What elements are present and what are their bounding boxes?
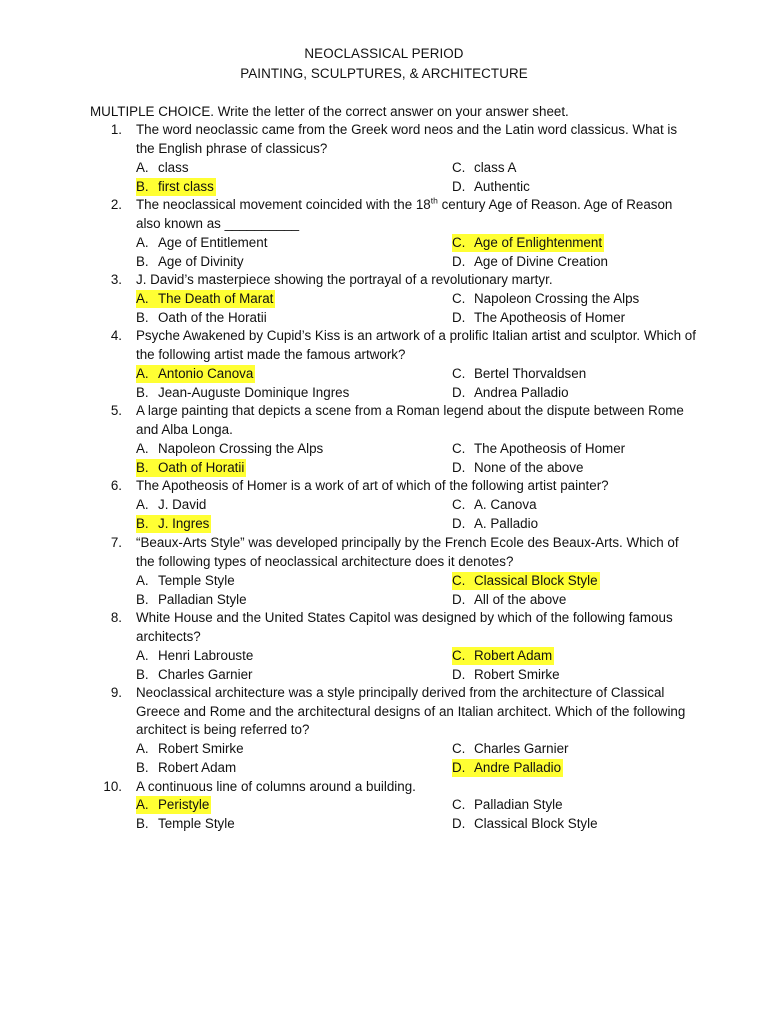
option-letter: C. <box>452 741 466 756</box>
option-letter: C. <box>452 573 466 588</box>
option-text: first class <box>158 178 214 194</box>
answer-option-b <box>136 591 247 609</box>
question-number: 9. <box>110 685 122 700</box>
question-number: 7. <box>110 535 122 550</box>
option-text: Andrea Palladio <box>474 384 569 400</box>
option-letter: B. <box>136 515 149 531</box>
option-text: Charles Garnier <box>474 741 569 756</box>
option-text: class A <box>474 160 517 175</box>
option-letter: D. <box>452 759 466 775</box>
option-text: Andre Palladio <box>474 759 562 775</box>
option-letter: C. <box>452 648 466 663</box>
option-letter: A. <box>136 648 149 663</box>
option-letter: C. <box>452 497 466 512</box>
option-text: Robert Smirke <box>158 741 244 756</box>
answer-option-b <box>136 384 349 402</box>
question-text: “Beaux-Arts Style” was developed principally by the French Ecole des Beaux-Arts. Which of the following types of neoclassical architecture does it denotes? <box>136 535 679 569</box>
question-text: A large painting that depicts a scene from a Roman legend about the dispute between Rome and Alba Longa. <box>136 403 684 437</box>
answer-option-a <box>136 365 255 383</box>
answer-option-b <box>136 759 236 777</box>
option-letter: D. <box>452 309 466 325</box>
option-text: A. Canova <box>474 497 537 512</box>
option-text: Charles Garnier <box>158 666 253 682</box>
option-letter: B. <box>136 815 149 831</box>
superscript: th <box>430 195 438 206</box>
answer-option-b <box>136 815 235 833</box>
option-text: Jean-Auguste Dominique Ingres <box>158 384 350 400</box>
answer-option-b <box>136 515 211 533</box>
question-text: Neoclassical architecture was a style principally derived from the architecture of Classical Greece and Rome and the architectural designs of an Italian architect. Which of the following architect is being referred to? <box>136 685 686 738</box>
answer-option-a <box>136 159 189 177</box>
option-letter: A. <box>136 291 149 306</box>
answer-option-d <box>452 384 569 402</box>
question-number: 5. <box>110 403 122 418</box>
answer-option-d <box>452 178 530 196</box>
question-number: 6. <box>110 478 122 493</box>
option-text: Robert Adam <box>474 648 553 663</box>
option-letter: B. <box>136 459 149 475</box>
answer-option-c <box>452 796 563 814</box>
question-number: 10. <box>103 779 122 794</box>
answer-option-a <box>136 440 323 458</box>
option-text: The Apotheosis of Homer <box>474 441 626 456</box>
option-text: Age of Divinity <box>158 253 244 269</box>
option-letter: D. <box>452 253 466 269</box>
question-text <box>136 196 696 233</box>
answer-option-c <box>452 440 625 458</box>
page-subtitle: PAINTING, SCULPTURES, & ARCHITECTURE <box>240 66 528 81</box>
answer-option-d <box>452 815 598 833</box>
option-letter: A. <box>136 741 149 756</box>
option-text: Bertel Thorvaldsen <box>474 366 587 381</box>
answer-option-b <box>136 459 246 477</box>
option-text: Robert Smirke <box>474 666 560 682</box>
answer-option-c <box>452 496 537 514</box>
option-letter: D. <box>452 459 466 475</box>
option-letter: B. <box>136 253 149 269</box>
answer-option-b <box>136 178 216 196</box>
option-letter: D. <box>452 815 466 831</box>
answer-option-a <box>136 572 235 590</box>
answer-option-b <box>136 253 244 271</box>
option-text: Napoleon Crossing the Alps <box>474 291 640 306</box>
option-letter: C. <box>452 797 466 812</box>
answer-option-d <box>452 515 538 533</box>
option-letter: A. <box>136 497 149 512</box>
option-text: Oath of the Horatii <box>158 309 267 325</box>
answer-option-c <box>452 647 554 665</box>
option-text: J. David <box>158 497 207 512</box>
option-text: All of the above <box>474 591 567 607</box>
answer-option-b <box>136 309 267 327</box>
question-text: The Apotheosis of Homer is a work of art of which of the following artist painter? <box>136 478 609 493</box>
question-text-part: The neoclassical movement coincided with the 18 <box>136 197 431 212</box>
option-text: Temple Style <box>158 573 235 588</box>
option-letter: B. <box>136 666 149 682</box>
option-letter: A. <box>136 573 149 588</box>
page-title: NEOCLASSICAL PERIOD <box>304 46 464 61</box>
option-text: Age of Entitlement <box>158 235 268 250</box>
option-letter: A. <box>136 797 149 812</box>
option-letter: C. <box>452 235 466 250</box>
option-text: A. Palladio <box>474 515 539 531</box>
question-number: 1. <box>110 122 122 137</box>
question-text: The word neoclassic came from the Greek word neos and the Latin word classicus. What is the English phrase of classicus? <box>136 122 678 156</box>
answer-option-c <box>452 290 639 308</box>
answer-option-d <box>452 759 563 777</box>
option-text: Age of Enlightenment <box>474 235 603 250</box>
option-letter: C. <box>452 441 466 456</box>
answer-option-a <box>136 290 275 308</box>
question-number: 4. <box>110 328 122 343</box>
answer-option-c <box>452 234 604 252</box>
option-text: Palladian Style <box>158 591 247 607</box>
option-letter: A. <box>136 160 149 175</box>
answer-option-a <box>136 647 253 665</box>
answer-option-d <box>452 459 583 477</box>
option-letter: B. <box>136 759 149 775</box>
answer-option-d <box>452 666 560 684</box>
option-letter: D. <box>452 515 466 531</box>
option-letter: A. <box>136 235 149 250</box>
answer-option-c <box>452 572 600 590</box>
question-text: Psyche Awakened by Cupid’s Kiss is an artwork of a prolific Italian artist and sculptor. Which of the following artist made the famous artwork? <box>136 328 696 362</box>
question-text: White House and the United States Capitol was designed by which of the following famous architects? <box>136 610 673 644</box>
option-text: Napoleon Crossing the Alps <box>158 441 324 456</box>
option-letter: A. <box>136 366 149 381</box>
option-text: Temple Style <box>158 815 235 831</box>
option-text: The Apotheosis of Homer <box>474 309 626 325</box>
option-text: Classical Block Style <box>474 815 598 831</box>
question-number: 8. <box>110 610 122 625</box>
answer-option-d <box>452 591 566 609</box>
instructions: MULTIPLE CHOICE. Write the letter of the correct answer on your answer sheet. <box>90 104 569 119</box>
option-letter: C. <box>452 366 466 381</box>
answer-option-c <box>452 365 586 383</box>
option-text: J. Ingres <box>158 515 210 531</box>
option-letter: B. <box>136 309 149 325</box>
option-text: None of the above <box>474 459 584 475</box>
option-text: Age of Divine Creation <box>474 253 608 269</box>
option-letter: B. <box>136 178 149 194</box>
option-text: Authentic <box>474 178 530 194</box>
answer-option-a <box>136 740 244 758</box>
answer-option-c <box>452 159 516 177</box>
option-letter: B. <box>136 591 149 607</box>
option-letter: D. <box>452 384 466 400</box>
option-text: Oath of Horatii <box>158 459 245 475</box>
option-letter: D. <box>452 666 466 682</box>
option-text: The Death of Marat <box>158 291 274 306</box>
option-text: Classical Block Style <box>474 573 598 588</box>
option-letter: C. <box>452 291 466 306</box>
question-number: 3. <box>110 272 122 287</box>
question-number: 2. <box>110 197 122 212</box>
option-text: Antonio Canova <box>158 366 254 381</box>
option-text: Henri Labrouste <box>158 648 254 663</box>
answer-option-d <box>452 309 625 327</box>
option-letter: D. <box>452 178 466 194</box>
answer-option-c <box>452 740 569 758</box>
answer-option-b <box>136 666 253 684</box>
answer-option-a <box>136 496 206 514</box>
option-text: Peristyle <box>158 797 210 812</box>
option-letter: A. <box>136 441 149 456</box>
question-text: J. David’s masterpiece showing the portrayal of a revolutionary martyr. <box>136 272 553 287</box>
option-text: Palladian Style <box>474 797 563 812</box>
option-text: Robert Adam <box>158 759 237 775</box>
option-text: class <box>158 160 189 175</box>
option-letter: D. <box>452 591 466 607</box>
question-text-part: century Age of Reason. Age of Reason also known as __________ <box>136 197 673 231</box>
option-letter: C. <box>452 160 466 175</box>
answer-option-d <box>452 253 608 271</box>
option-letter: B. <box>136 384 149 400</box>
question-text: A continuous line of columns around a building. <box>136 779 416 794</box>
answer-option-a <box>136 234 267 252</box>
answer-option-a <box>136 796 211 814</box>
